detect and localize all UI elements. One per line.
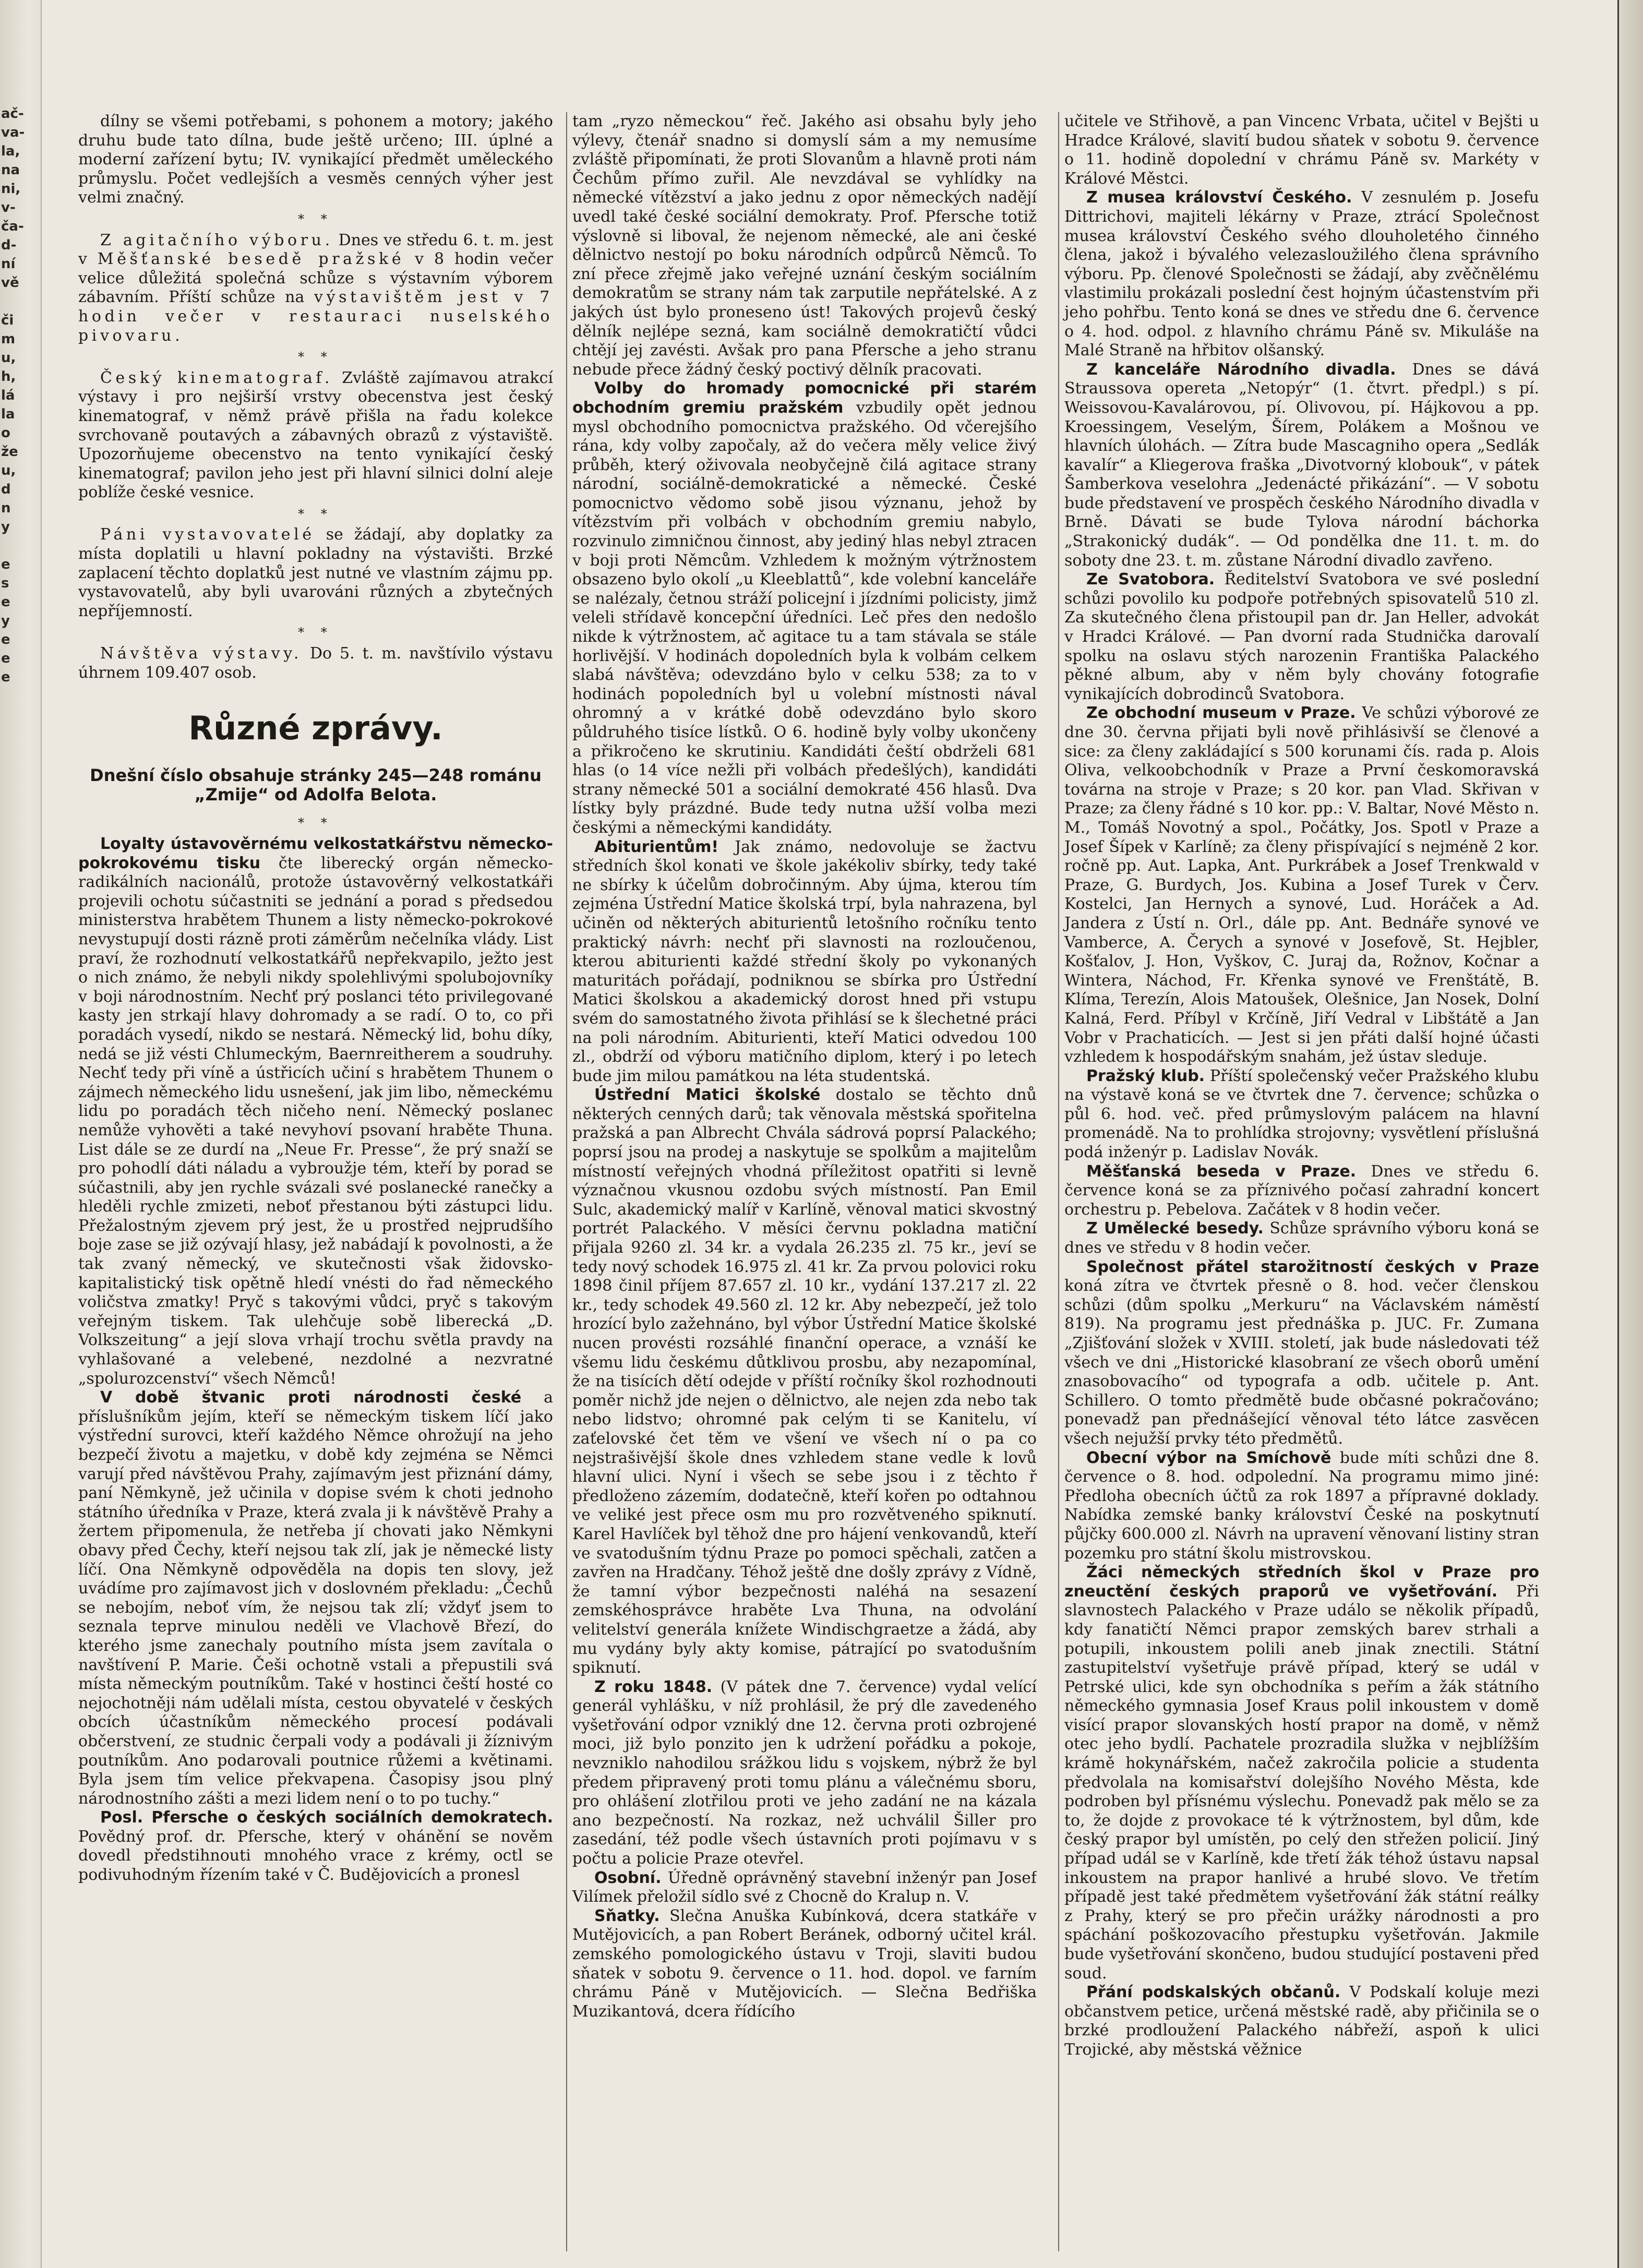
- article-title: Volby do hromady pomocnické při starém obchodním gremiu pražském: [572, 379, 1037, 417]
- article-lottery-end: dílny se všemi potřebami, s pohonem a motory; jakého druhu bude tato dílna, bude ještě určeno; III. úplné a moderní zařízení bytu; IV. vynikající předmět uměleckého průmyslu. Počet vedlejších a vesměs cenných výher jest velmi značný.: [78, 112, 553, 207]
- article-title: Pražský klub.: [1086, 1066, 1205, 1085]
- article-pfersche: Posl. Pfersche o českých sociálních demokratech. Povědný prof. dr. Pfersche, který v ohánění se nověm dovedl předstihnouti mnohého vrace z krémy, octl se podivuhodným řízením také v Č. Budějovicích a pronesl: [78, 1808, 553, 1885]
- column-1: [78, 112, 553, 2249]
- separator: * *: [298, 350, 333, 365]
- separator: * *: [298, 625, 333, 640]
- novel-notice: Dnešní číslo obsahuje stránky 245—248 románu „Zmije“ od Adolfa Belota.: [90, 765, 542, 805]
- article-title: Z agitačního výboru.: [100, 231, 333, 249]
- article-trade-museum: Ze obchodní museum v Praze. Ve schůzi výborové ze dne 30. června přijati byli nově přihlásivší se členové a sice: za členy zakládající s 500 korunami čís. rada p. Alois Oliva, velkoobchodník v Praze a První českomoravská továrna na stroje v Praze; s 20 kor. pan Vlad. Skřivan v Praze; za členy řádné s 10 kor. pp.: V. Baltar, Nové Město n. M., Tomáš Novotný a spol., Počátky, Jos. Spotl v Praze a Josef Šípek v Karlíně; za členy přispívající s nejméně 2 kor. ročně pp. Aut. Lapka, Ant. Purkrábek a Josef Trenkwald v Praze, G. Burdych, Jos. Kubina a Josef Turek v Červ. Kostelci, Jan Hernych a synové, Lud. Horáček a Ad. Jandera z Ústí n. Orl., dále pp. Ant. Bednáře synové ve Vamberce, A. Čerych a synové v Josefově, St. Hejbler, Košťalov, J. Hon, Vyškov, C. Juraj da, Rožnov, Kočnar a Wintera, Náchod, Fr. Křenka synové ve Frenštátě, B. Klíma, Terezín, Alois Matoušek, Olešnice, Jan Nosek, Dolní Kalná, Ferd. Příbyl v Krčíně, Jiří Vedral v Libštátě a Jan Vobr v Prachaticích. — Jest si jen přáti další hojné účasti vzhledem k hospodářským snahám, jež ústav sleduje.: [1064, 704, 1539, 1066]
- article-students: Žáci německých středních škol v Praze pro zneuctění českých praporů ve vyšetřování. Při slavnostech Palackého v Praze událo se několik případů, kdy fanatičtí Němci prapor zemských barev strhali a potupili, inkoustem polili aneb jinak znectili. Státní zastupitelství vyšetřuje právě případ, který se udál v Petrské ulici, kde syn obchodníka s peřím a žák státního německého gymnasia Josef Kraus polil inkoustem v domě visící prapor slovanských hostí prapor na domě, v němž otec jeho bydlí. Pachatele prozradila služka v nejblížším krámě hokynářském, načež zakročila policie a studenta předvolala na komisařství dolejšího Nového Města, kde podroben byl přísnému výslechu. Ponevadž pak mělo se za to, že dojde z provokace té k výtržnostem, byl dům, kde český prapor byl umístěn, po celý den střežen policií. Jiný případ udál se v Karlíně, kde třetí žák téhož ústavu napsal inkoustem na prapor hanlivé a hrubé slovo. Ve třetím případě jest také předmětem vyšetřování žák státní reálky z Prahy, který se pro přečin urážky národnosti a pro spáchání poškozovacího přestupku vyšetřován. Jakmile bude vyšetřování skončeno, budou studující postaveni před soud.: [1064, 1563, 1539, 1983]
- article-title: Páni vystavovatelé: [100, 525, 315, 544]
- article-title: Z musea království Českého.: [1086, 188, 1352, 207]
- article-podskali: Přání podskalských občanů. V Podskalí koluje mezi občanstvem petice, určená městské radě, aby přičinila se o brzké prodloužení Palackého nábřeží, aspoň k ulici Trojické, aby městská věžnice: [1064, 1983, 1539, 2059]
- article-title: Společnost přátel starožitností českých v Praze: [1086, 1257, 1539, 1276]
- article-title: Posl. Pfersche o českých sociálních demokratech.: [100, 1808, 553, 1827]
- article-antiquities: Společnost přátel starožitností českých v Praze koná zítra ve čtvrtek přesně o 8. hod. večer členskou schůzi (dům spolku „Merkuru“ na Václavském náměstí 819). Na programu jest přednáška p. JUC. Fr. Zumana „Zjišťování složek v XVIII. století, jak bude následovati též všech ve dni „Historické klasobraní ze všech oborů umění znasobovacího“ od typografa a odb. učitele p. Ant. Schillero. O tomto předmětě bude občasné pokračováno; ponevadž pan přednášející věnoval této látce zasvěcen všech nejužší prvky této předmětů.: [1064, 1257, 1539, 1448]
- article-title: Z roku 1848.: [594, 1677, 713, 1696]
- article-title: Abiturientům!: [594, 837, 719, 856]
- article-persecution: V době štvanic proti národnosti české a příslušníkům jejím, kteří se německým tiskem líčí jako výstřední surovci, kteří každého Němce ohrožují na jeho bezpečí životu a majetku, v době kdy zejména se Němci varují před návštěvou Prahy, zajímavým jest přiznání dámy, paní Němkyně, jež učinila v dopise svém k choti jednoho státního úředníka v Praze, která zvala ji k návštěvě Prahy a žertem připomenula, že netřeba jí chovati jako Němkyni obavy před Čechy, kteří nejsou tak zlí, jak je německé listy líčí. Ona Němkyně odpověděla na dopis ten slovy, jež uvádíme pro zajímavost jich v doslovném překladu: „Čechů se nebojím, neboť vím, že nejsou tak zlí; vždyť jsem to seznala teprve minulou neděli ve Vlachově Březí, do kterého jsme zanechaly poutního místa jsem zavítala o navštívení P. Marie. Češi ochotně vstali a přepustili svá místa německým poutníkům. Také v hostinci čeští hosté co nejochotněji nám udělali místa, cestou obyvatelé v českých obcích účastníkům německého procesí podávali občerstvení, ze studnic čerpali vody a podávali ji žíznivým poutníkům. Ano podarovali poutnice růžemi a květinami. Byla jsem tím velice překvapena. Časopisy jsou plný národnostního zášti a mezi lidem není o to po tuchy.“: [78, 1388, 553, 1808]
- article-graduates: Abiturientům! Jak známo, nedovoluje se žactvu středních škol konati ve škole jakékoliv sbírky, tedy také ne sbírky k účelům dobročinným. Aby újma, kterou tím zejména Ústřední Matice školská trpí, byla nahrazena, byl učiněn od některých abiturientů letošního ročníku tento praktický návrh: nechť při slavnosti na rozloučenou, kterou abiturienti každé střední školy po vykonaných maturitách pořádají, podniknou se sbírka pro Ústřední Matici školskou a akademický dorost hned při vstupu svém do samostatného života přihlásí se k šlechetné práci na poli národním. Abiturienti, kteří Matici odvedou 100 zl., obdrží od výboru matičního diplom, který i po letech bude jim milou památkou na léta studentská.: [572, 837, 1037, 1085]
- article-title: Ústřední Matici školské: [594, 1086, 821, 1105]
- article-wedding-continued: učitele ve Střihově, a pan Vincenc Vrbata, učitel v Bejšti u Hradce Králové, slavití budou sňatek v sobotu 9. července o 11. hodině dopolední v chrámu Páně sv. Markéty v Králové Městci.: [1064, 112, 1539, 188]
- previous-page-text-fragments: ač- va- la, na ni, v- ča- d- ní vě či m u, h, lá la o že u, d n y e s e y e e e: [1, 106, 25, 685]
- article-title: Ze Svatobora.: [1086, 570, 1215, 589]
- article-agitation-committee: Z agitačního výboru. Dnes ve středu 6. t. m. jest v Měšťanské besedě pražské v 8 hodin večer velice důležitá společná schůze s výstavním výborem zábavním. Příští schůze na výstavištěm jest v 7 hodin večer v restauraci nuselského pivovaru.: [78, 231, 553, 345]
- article-title: Z kanceláře Národního divadla.: [1086, 360, 1396, 379]
- separator: * *: [298, 815, 333, 831]
- article-museum: Z musea království Českého. V zesnulém p. Josefu Dittrichovi, majiteli lékárny v Praze, ztrácí Společnost musea království Českého svého dlouholetého činného člena, jakož i bývalého velezasloužilého člena správního výboru. Pp. členové Společnosti se žádají, aby zvěčnělému vlastimilu prokázali poslední čest hojným účastenstvím při jeho pohřbu. Tento koná se dnes ve středu dne 6. července o 4. hod. odpol. z hlavního chrámu Páně sv. Mikuláše na Malé Straně na hřbitov olšanský.: [1064, 188, 1539, 360]
- article-1848: Z roku 1848. (V pátek dne 7. července) vydal velící generál vyhlášku, v níž prohlásil, že prý dle zavedeného vyšetřování odpor vzniklý dne 12. června proti ozbrojené moci, již bylo ponzito jen k udržení pořádku a pokoje, nevzniklo nahodilou srážkou lidu s vojskem, nýbrž že byl předem připravený proti tomu plánu a válečnému sboru, pro ohlášení zlotřilou proti ve jeho zadání ne na kázala ano bezpečností. Na rozkaz, než uchválil Šiller pro zasedání, též podle všech ústavních proti pojímavu v s počtu a policie Praze otevřel.: [572, 1677, 1037, 1868]
- column-2: [566, 112, 1037, 2251]
- article-title: Přání podskalských občanů.: [1086, 1983, 1341, 2002]
- binding-edge: [1617, 0, 1643, 2268]
- article-title: Žáci německých středních škol v Praze pro zneuctění českých praporů ve vyšetřování.: [1064, 1563, 1539, 1601]
- article-svatobor: Ze Svatobora. Ředitelství Svatobora ve své poslední schůzi povolilo ku podpoře potřebných spisovatelů 510 zl. Za skutečného člena přistoupil pan dr. Jan Heller, advokát v Hradci Králové. — Pan dvorní rada Studnička darovalí spolku na oslavu stých narozenin Františka Palackého pěkné album, aby v něm byly chovány fotografie vynikajících dobrodinců Svatobora.: [1064, 570, 1539, 703]
- article-matice: Ústřední Matici školské dostalo se těchto dnů některých cenných darů; tak věnovala městská spořitelna pražská a pan Albrecht Chvála sádrová poprsí Palackého; poprsí jsou na prodej a naskytuje se spolkům a majitelům místností veřejných vhodná příležitost opatřiti si levně význačnou vkusnou ozdobu svých místností. Pan Emil Sulc, akademický malíř v Karlíně, věnoval matici skvostný portrét Palackého. V měsíci červnu pokladna matiční přijala 9260 zl. 34 kr. a vydala 26.235 zl. 75 kr., jeví se tedy nový schodek 16.975 zl. 41 kr. Za prvou polovici roku 1898 činil příjem 87.657 zl. 10 kr., vydání 137.217 zl. 22 kr., tedy schodek 49.560 zl. 12 kr. Aby nebezpečí, jež tolo hrozící bylo zažehnáno, byl výbor Ústřední Matice školské nucen provésti rozsáhlé finanční operace, a vznáší ke všemu lidu českému důtklivou prosbu, aby nezapomínal, že na tisících dětí odejde v příští ročníky škol rozhodnouti poměr nichž jde nejen o dělnictvo, ale nejen zda nebo tak nebo lidstvo; ohromné pak celým ti se Kanitelu, ví zaťelovské čet těm ve všení ve všech ní o pa co nejstrašivější škole dnes vzhledem stane vedle k lovů hlavní ulici. Nyní i všech se sebe jsou i z těchto ř předloženo zázemím, dodatečně, kteří kořen po odtahnou ve veliké jest přece osm mu pro rozvětveného spiknutí. Karel Havlíček byl těhož dne pro hájení venkovandů, kteří ve svatodušním týdnu Praze po pomoci spěchali, zatčen a zavřen na Hradčany. Téhož ještě dne došly zprávy z Vídně, že tamní výbor bezpečnosti naléhá na sesazení zemskéhosprávce hraběte Lva Thuna, na odvolání velitelství generála knížete Windischgraetze a žádá, aby mu vydány byly akty komise, pátrající po svatodušním spiknutí.: [572, 1086, 1037, 1677]
- article-title: Obecní výbor na Smíchově: [1086, 1448, 1332, 1467]
- article-civic-society: Měšťanská beseda v Praze. Dnes ve středu 6. července koná se za příznivého počasí zahradní koncert orchestru p. Pebelova. Začátek v 8 hodin večer.: [1064, 1162, 1539, 1219]
- column-3: [1058, 112, 1539, 2251]
- previous-page-edge: [0, 0, 42, 2268]
- article-pfersche-continued: tam „ryzo německou“ řeč. Jakého asi obsahu byly jeho výlevy, čtenář snadno si domyslí sám a my nemusíme zvláště připomínati, že proti Slovanům a hlavně proti nám Čechům přímo zuřil. Ale nevzdával se vyhlídky na německé vítězství a jako jednu z opor německých nadějí uvedl také české sociální demokraty. Prof. Pfersche totiž výslovně si liboval, že nejenom německé, ale ani české dělnictvo nestojí po boku národních odpůrců Němců. To zní přece zřejmě jako veřejné uznání českým sociálním demokratům se strany nám tak zarputile nepřátelské. A z jakých úst bylo proneseno úst! Takových projevů český dělník nejlépe sezná, kam sociálně demokratičtí vůdci chtějí jej zavésti. Avšak pro pana Pfersche a jeho stranu nebude přece žádný český poctivý dělník pracovati.: [572, 112, 1037, 379]
- article-art-society: Z Umělecké besedy. Schůze správního výboru koná se dnes ve středu v 8 hodin večer.: [1064, 1219, 1539, 1257]
- article-elections: Volby do hromady pomocnické při starém obchodním gremiu pražském vzbudily opět jednou mysl obchodního pomocnictva pražského. Od včerejšího rána, kdy volby započaly, až do večera měly velice živý průběh, který oživovala neobyčejně čilá agitace strany národní, sociálně-demokratické a německé. České pomocnictvo vědomo sobě jisou význanu, jehož by vítězstvím při volbách v obchodním gremiu nabylo, rozvinulo zimničnou činnost, aby jediný hlas nebyl ztracen v boji proti Němcům. Vzhledem k možným výtržnostem obsazeno bylo okolí „u Kleeblattů“, kde volební kanceláře se nalézaly, četnou stráží policejní i jízdními policisty, jimž veleli střídavě koncepční úředníci. Leč přes den nedošlo nikde k výtržnostem, ač agitace tu a tam stávala se stále horlivější. V hodinách dopoledních byla k volbám celkem slabá návštěva; odevzdáno bylo v celku 538; za to v hodinách popoledních byl u volební místnosti nával ohromný a v krátké době odevzdáno bylo skoro půldruhého tisíce lístků. O 6. hodině byly volby ukončeny a přikročeno ke skrutiniu. Kandidáti čeští obdrželi 681 hlas (o 14 více nežli při volbách předešlých), kandidáti strany německé 501 a sociální demokraté 456 hlasů. Dva lístky byly prázdné. Bude tedy nutna užší volba mezi českými a německými kandidáty.: [572, 379, 1037, 837]
- article-smichov: Obecní výbor na Smíchově bude míti schůzi dne 8. července o 8. hod. odpolední. Na programu mimo jiné: Předloha obecních účtů za rok 1897 a přípravné doklady. Nabídka zemské banky království České na poskytnutí půjčky 600.000 zl. Návrh na upravení věnovaní listiny stran pozemku pro státní školu mistrovskou.: [1064, 1448, 1539, 1563]
- article-title: Z Umělecké besedy.: [1086, 1219, 1264, 1238]
- article-title: Osobní.: [594, 1868, 662, 1887]
- article-personal: Osobní. Úředně oprávněný stavební inženýr pan Josef Vilímek přeložil sídlo své z Chocně do Kralup n. V.: [572, 1868, 1037, 1906]
- article-weddings: Sňatky. Slečna Anuška Kubínková, dcera statkáře v Mutějovicích, a pan Robert Beránek, odborný učitel král. zemského pomologického ústavu v Troji, slaviti budou sňatek v sobotu 9. července o 11. hod. dopol. ve farním chrámu Páně v Mutějovicích. — Slečna Bedřiška Muzikantová, dcera řídícího: [572, 1906, 1037, 2021]
- article-exhibitors: Páni vystavovatelé se žádají, aby doplatky za místa doplatili u hlavní pokladny na výstavišti. Brzké zaplacení těchto doplatků jest nutné ve vlastním zájmu pp. vystavovatelů, aby byli uvarováni různých a zbytečných nepříjemností.: [78, 525, 553, 620]
- article-title: Návštěva výstavy.: [100, 644, 302, 663]
- article-title: Loyalty ústavověrnému velkostatkářstvu německo-pokrokovému tisku: [78, 835, 553, 872]
- section-heading: Různé zprávy.: [188, 709, 443, 748]
- article-title: Sňatky.: [594, 1906, 660, 1925]
- article-cinematograph: Český kinematograf. Zvláště zajímavou atrakcí výstavy i pro nejširší vrstvy obecenstva jest český kinematograf, v němž právě přišla na řadu kolekce svrchovaně poutavých a zábavných obrazů z výstaviště. Upozorňujeme obecenstvo na tento vynikající český kinematograf; pavilon jeho jest při hlavní silnici dolní aleje poblíže české vesnice.: [78, 368, 553, 502]
- separator: * *: [298, 211, 333, 226]
- article-title: Ze obchodní museum v Praze.: [1086, 704, 1356, 723]
- article-prague-club: Pražský klub. Příští společenský večer Pražského klubu na výstavě koná se ve čtvrtek dne 7. července; schůzka o půl 6. hod. več. před průmyslovým palácem na hlavní promenádě. Na to prohlídka strojovny; vysvětlení příslušná podá inženýr p. Ladislav Novák.: [1064, 1066, 1539, 1162]
- article-attendance: Návštěva výstavy. Do 5. t. m. navštívilo výstavu úhrnem 109.407 osob.: [78, 644, 553, 682]
- article-title: Český kinematograf.: [100, 368, 333, 387]
- article-title: V době štvanic proti národnosti české: [100, 1388, 522, 1407]
- article-loyalty: Loyalty ústavověrnému velkostatkářstvu německo-pokrokovému tisku čte liberecký orgán německo-radikálních nacionálů, protože ústavověrný velkostatkáři projevili ochotu súčastniti se jednání a porad s předsedou ministerstva hrabětem Thunem a listy německo-pokrokové nevystupují dosti rázně proti záměrům nečelníka vlády. List praví, že rozhodnutí velkostatkářů nepřekvapilo, ježto jest o nich známo, že nebyli nikdy spolehlivými spolubojovníky v boji národnostním. Nechť prý poslanci této privilegované kasty jen strkají hlavy dohromady a se radí. O to, co při poradách vysedí, nikdo se nestará. Německý lid, bohu díky, nedá se již vésti Chlumeckým, Baernreitherem a soudruhy. Nechť tedy při víně a ústřicích učiní s hrabětem Thunem o zájmech německého lidu usnešení, jak jim libo, německému lidu po poradách těch ničeho není. Německý poslanec nemůže vyhověti a také nevyhoví psovaní hraběte Thuna. List dále se ze durdí na „Neue Fr. Presse“, že prý snaží se pro pohodlí dáti náladu a vybroužje tém, kteří by porad se súčastnili, aby jen rychle svázali své poslanecké ranečky a hleděli rychle zmizeti, neboť přestanou býti zástupci lidu. Přežalostným zjevem prý jest, že u prostřed nejprudšího boje zase se již ozývají hlasy, jež nabádají k povolnosti, a že tak zvaný německý, ve skutečnosti však židovsko-kapitalistický tisk opětně hledí vnésti do řad německého voličstva zmatky! Pryč s takovými vůdci, pryč s takovým veřejným tiskem. Tak ulehčuje sobě liberecká „D. Volkszeitung“ a její slova vrhají trochu světla pravdy na vyhlašované a velebené, nezdolné a nezvratné „spolurozcenství“ všech Němců!: [78, 835, 553, 1388]
- article-national-theatre: Z kanceláře Národního divadla. Dnes se dává Straussova opereta „Netopýr“ (1. čtvrt. předpl.) s pí. Weissovou-Kavalárovou, pí. Olivovou, pí. Hájkovou a pp. Kroessingem, Veselým, Šírem, Polákem a Mošnou ve hlavních úlohách. — Zítra bude Mascagniho opera „Sedlák kavalír“ a Kliegerova fraška „Divotvorný klobouk“, v pátek Šamberkova veselohra „Jedenácté přikázání“. — V sobotu bude představení ve prospěch českého Národního divadla v Brně. Dávati se bude Tylova národní báchorka „Strakonický dudák“. — Od pondělka dne 11. t. m. do soboty dne 23. t. m. zůstane Národní divadlo zavřeno.: [1064, 360, 1539, 570]
- separator: * *: [298, 506, 333, 521]
- article-title: Měšťanská beseda v Praze.: [1086, 1162, 1357, 1181]
